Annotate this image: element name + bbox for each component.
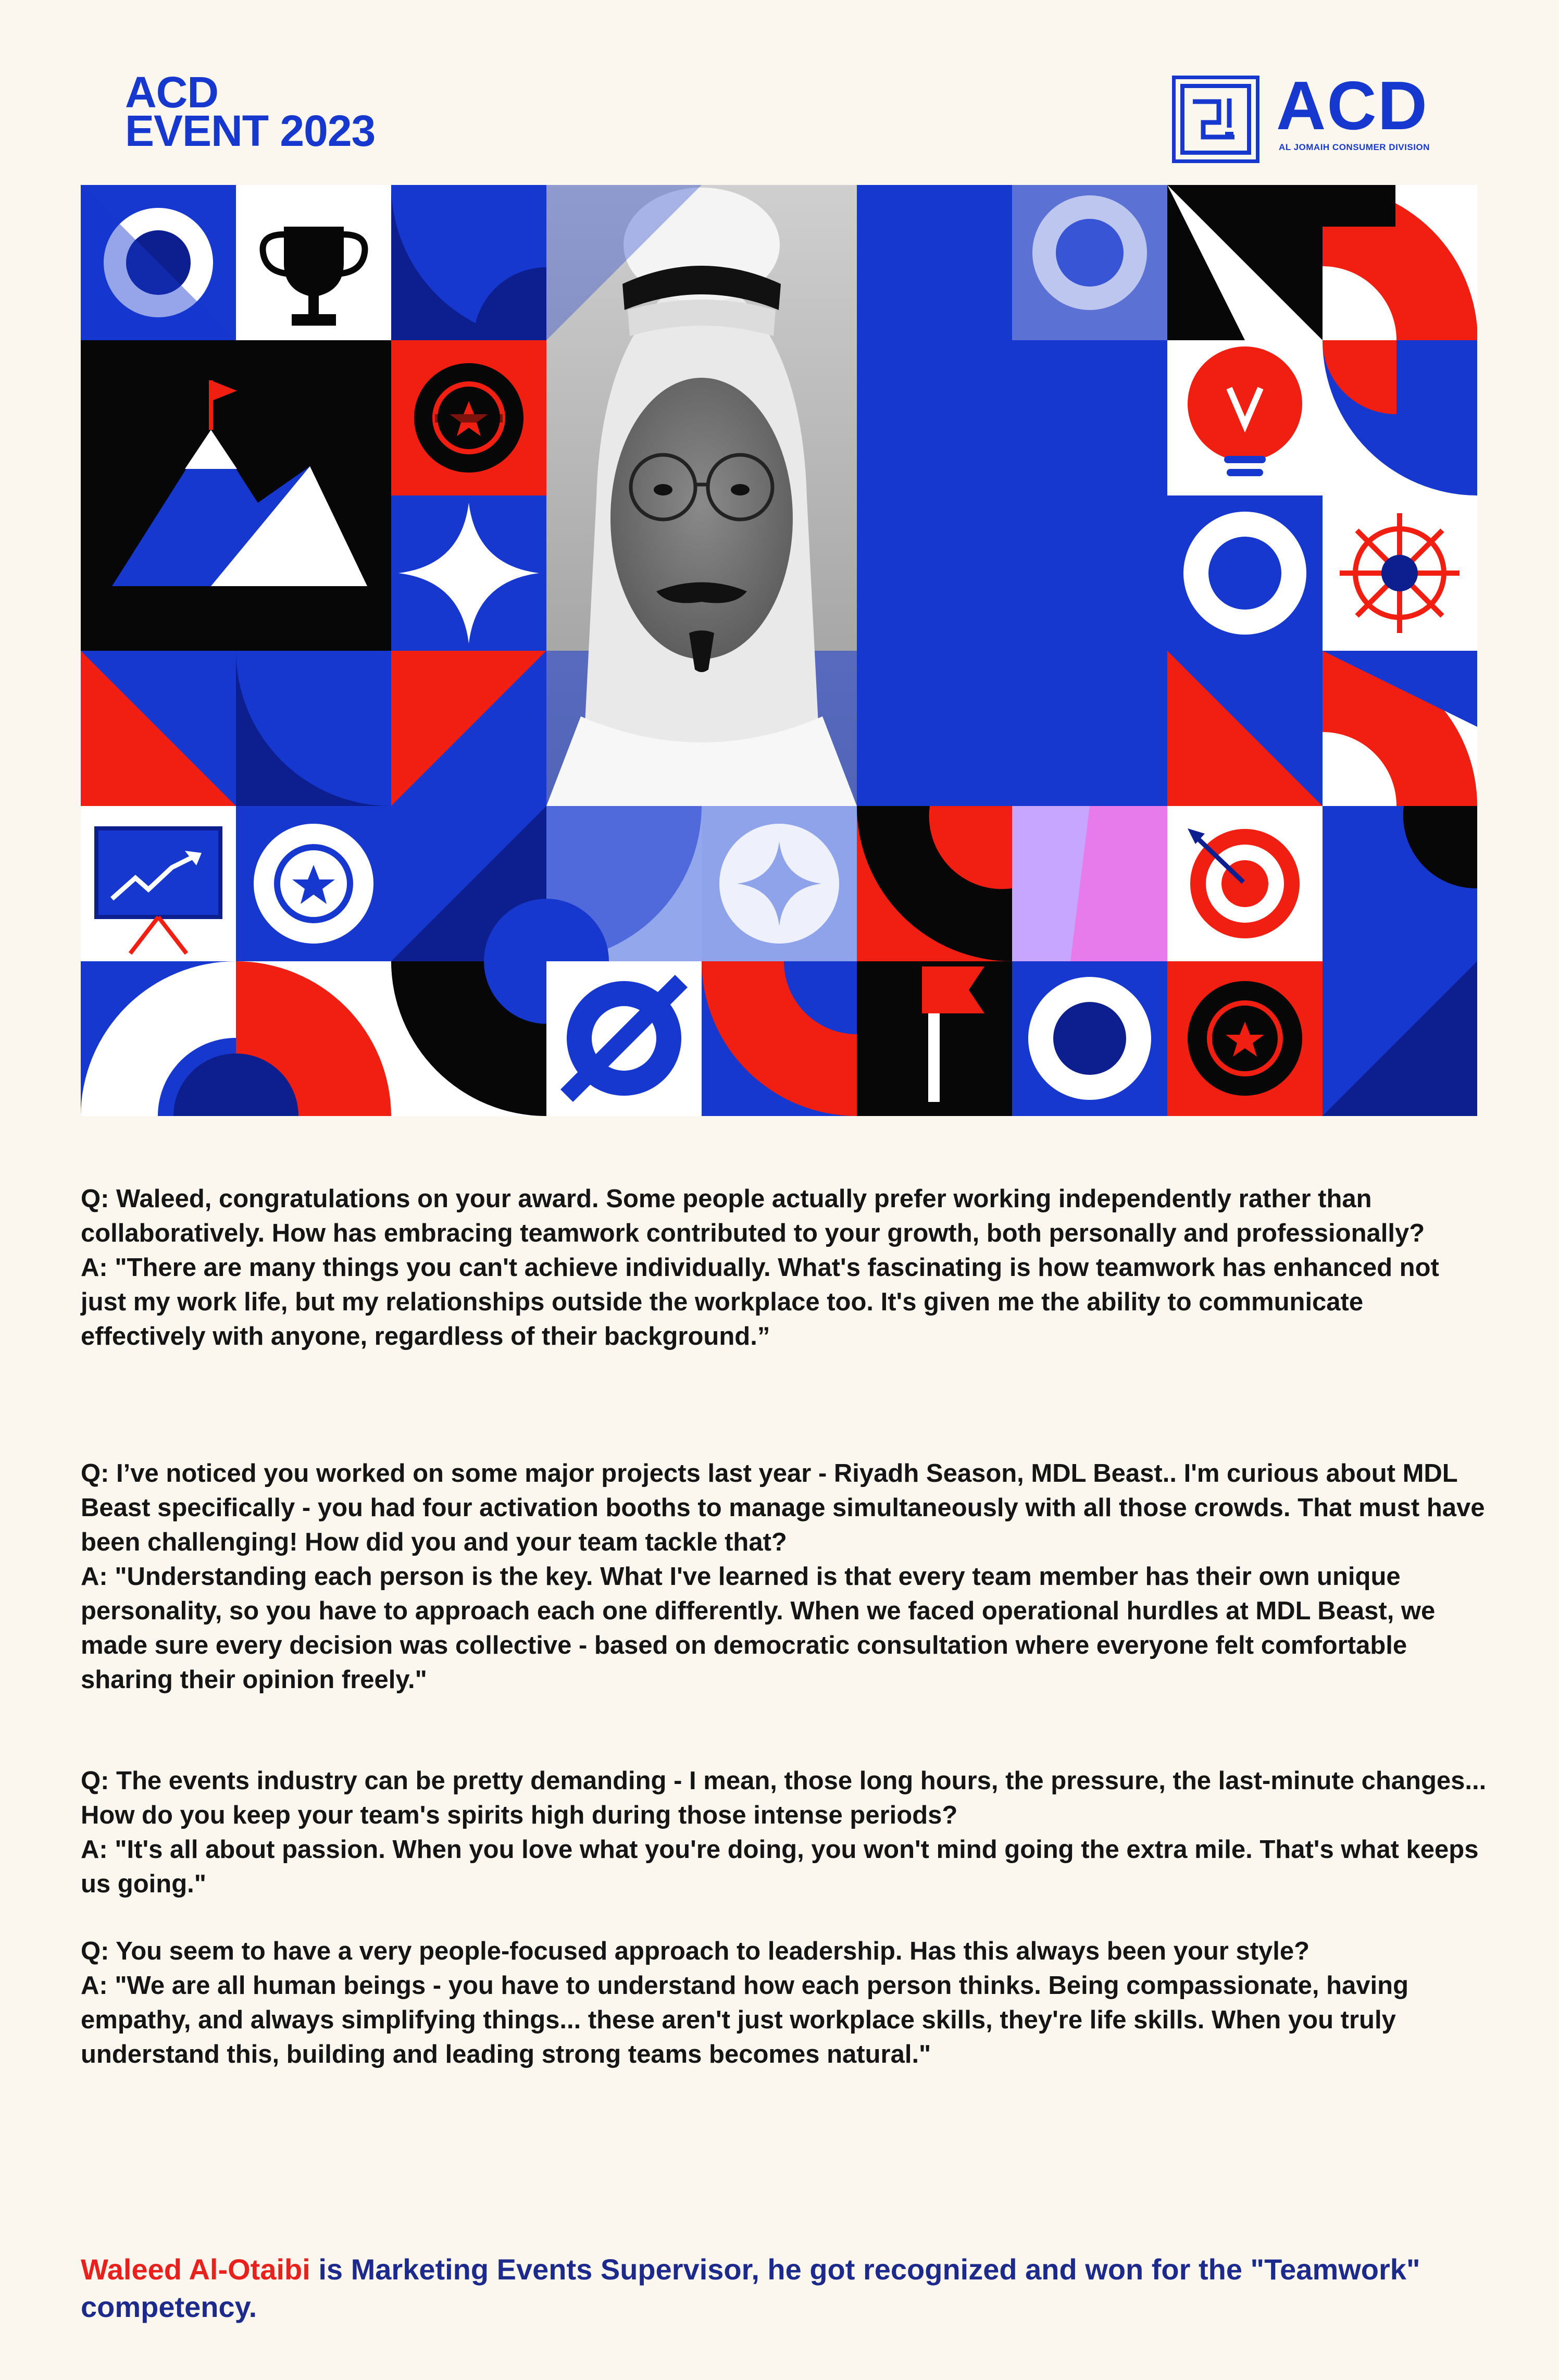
qa-block-4: [81, 1934, 1487, 2072]
employee-name: Waleed Al-Otaibi: [81, 2253, 310, 2286]
tile-red-arc-mid: [857, 806, 1012, 961]
trophy-icon: [236, 185, 391, 340]
event-title-line1: ACD: [125, 68, 218, 117]
tile-right-red: [1167, 651, 1477, 806]
tile-sparkle-badge: [702, 806, 857, 961]
qa-block-2: [81, 1456, 1487, 1697]
qa-block-1: [81, 1182, 1487, 1354]
question-3: Q: The events industry can be pretty demanding - I mean, those long hours, the pressure, the last-minute changes... How do you keep your team's spirits high during those intense periods?: [81, 1767, 1487, 1829]
answer-1: A: "There are many things you can't achieve individually. What's fascinating is how teamwork has enhanced not just my work life, but my relationships outside the workplace too. It's given me the ability to communicate effectively with anyone, regardless of their background.”: [81, 1254, 1439, 1350]
answer-2: A: "Understanding each person is the key. What I've learned is that every team member has their own unique personality, so you have to approach each one differently. When we faced operational hurdles at MDL Beast, we made sure every decision was collective - based on democratic consultation where everyone felt comfortable sharing their opinion freely.": [81, 1563, 1436, 1694]
question-2: Q: I’ve noticed you worked on some major projects last year - Riyadh Season, MDL Beast.. I'm curious about MDL Beast specifically - you had four activation booths to manage simultaneously with all those crowds. That must have been challenging! How did you and your team tackle that?: [81, 1459, 1485, 1556]
tile-magenta: [1012, 806, 1167, 961]
logo-text: ACD: [1276, 67, 1428, 144]
sparkle-icon: [391, 495, 546, 651]
target-icon: [1167, 806, 1323, 961]
flag-icon: [857, 961, 1012, 1116]
tile-white-arc: [81, 961, 391, 1116]
tile-ring-ghost: [1012, 185, 1167, 340]
badge-star-icon-3: [1167, 961, 1323, 1116]
badge-star-icon-2: [236, 806, 391, 961]
tile-ring-blue: [1012, 961, 1167, 1116]
tile-ring-3: [1167, 495, 1323, 651]
tile-red-u: [702, 961, 857, 1116]
tile-blue-diag-end: [1323, 961, 1477, 1116]
tile-black-blue: [1323, 806, 1477, 961]
tile-black-triangles: [1167, 185, 1323, 340]
event-title-line2: EVENT 2023: [125, 106, 376, 155]
qa-block-3: [81, 1764, 1487, 1901]
badge-star-icon: [391, 340, 546, 495]
tile-ring-diagonal: [81, 185, 236, 340]
footer-credit: [81, 2251, 1487, 2326]
mountain-flag-icon: [81, 340, 391, 651]
tile-ring-white: [546, 961, 702, 1116]
logo-subtitle: AL JOMAIH CONSUMER DIVISION: [1279, 142, 1430, 152]
mosaic-banner: [81, 185, 1477, 1116]
acd-logo-mark-icon: [1172, 76, 1259, 163]
event-title: [125, 68, 376, 155]
lightbulb-icon: [1167, 340, 1323, 495]
tile-red-blue-diag: [81, 651, 546, 806]
answer-3: A: "It's all about passion. When you love what you're doing, you won't mind going the extra mile. That's what keeps us going.": [81, 1836, 1479, 1898]
question-1: Q: Waleed, congratulations on your award. Some people actually prefer working independently rather than collaboratively. How has embracing teamwork contributed to your growth, both personally and professionally?: [81, 1185, 1425, 1247]
ship-wheel-icon: [1323, 495, 1477, 651]
portrait-photo: [546, 185, 857, 806]
footer-text: is Marketing Events Supervisor, he got recognized and won for the "Teamwork" competency.: [81, 2253, 1420, 2323]
answer-4: A: "We are all human beings - you have to understand how each person thinks. Being compassionate, having empathy, and always simplifying things... these aren't just workplace skills, they're life skills. When you truly understand this, building and leading strong teams becomes natural.": [81, 1972, 1409, 2068]
tile-red-arc-2: [1323, 340, 1477, 495]
question-4: Q: You seem to have a very people-focused approach to leadership. Has this always been your style?: [81, 1937, 1310, 1965]
chart-board-icon: [81, 806, 236, 961]
